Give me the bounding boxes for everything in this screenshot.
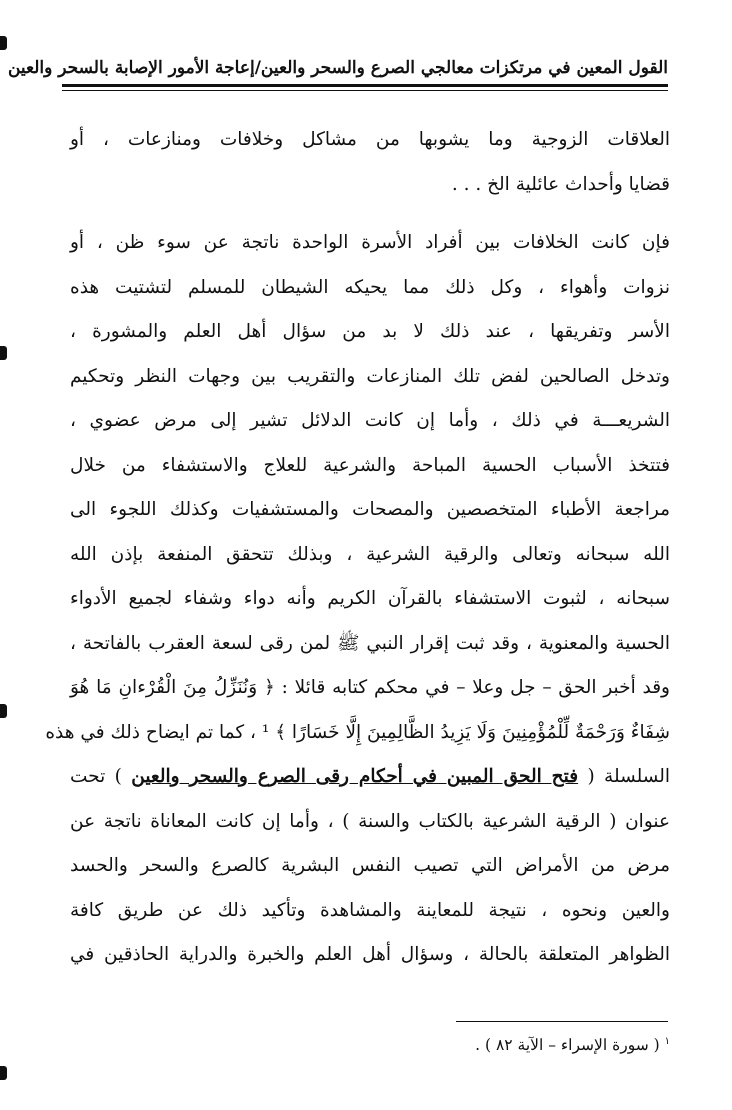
text-line: الشريعـــة في ذلك ، وأما إن كانت الدلائل تشير إلى مرض عضوي ، <box>70 410 670 431</box>
text-line: مرض من الأمراض التي تصيب النفس البشرية كالصرع والسحر والحسد <box>70 855 670 876</box>
paragraph-gap <box>70 207 670 221</box>
series-title: فتح الحق المبين في أحكام رقى الصرع والسحر والعين <box>131 766 579 787</box>
scan-edge-mark <box>0 36 7 50</box>
scan-edge-mark <box>0 1066 7 1080</box>
header-title: القول المعين في مرتكزات معالجي الصرع والسحر والعين/إعاجة الأمور الإصابة بالسحر والعين <box>7 58 668 78</box>
footnote-marker: ١ <box>664 1036 670 1047</box>
text-line: سبحانه ، لثبوت الاستشفاء بالقرآن الكريم وأنه دواء وشفاء لجميع الأدواء <box>70 588 670 609</box>
text-line: فتتخذ الأسباب الحسية المباحة والشرعية للعلاج والاستشفاء من خلال <box>70 454 670 476</box>
text-line: والعين ونحوه ، نتيجة للمعاينة والمشاهدة وتأكيد ذلك عن طريق كافة <box>70 899 670 921</box>
series-suffix: ) تحت <box>70 766 132 787</box>
text-line: العلاقات الزوجية وما يشوبها من مشاكل وخلافات ومنازعات ، أو <box>70 129 670 150</box>
running-header <box>7 56 668 80</box>
text-line: مراجعة الأطباء المتخصصين والمصحات والمستشفيات وكذلك اللجوء الى <box>70 499 670 520</box>
text-line: وتدخل الصالحين لفض تلك المنازعات والتقريب بين وجهات النظر وتحكيم <box>70 365 670 387</box>
quran-verse-line: شِفَاءٌ وَرَحْمَةٌ لِّلْمُؤْمِنِينَ وَلَا يَزِيدُ الظَّالِمِينَ إِلَّا خَسَارًا ﴾ ¹ ، كما تم ايضاح ذلك في هذه <box>45 721 670 743</box>
series-reference-line <box>70 755 670 800</box>
text-line: فإن كانت الخلافات بين أفراد الأسرة الواحدة ناتجة عن سوء ظن ، أو <box>70 232 670 253</box>
text-line: قضايا وأحداث عائلية الخ . . . <box>451 173 670 195</box>
footnote <box>300 1036 670 1054</box>
text-line: عنوان ( الرقية الشرعية بالكتاب والسنة ) ، وأما إن كانت المعاناة ناتجة عن <box>70 810 670 832</box>
text-line: الظواهر المتعلقة بالحالة ، وسؤال أهل العلم والخبرة والدراية الحاذقين في <box>70 944 670 965</box>
text-line: الحسية والمعنوية ، وقد ثبت إقرار النبي ﷺ لمن رقى لسعة العقرب بالفاتحة ، <box>70 632 670 654</box>
header-rule <box>62 84 668 87</box>
footnote-rule <box>456 1021 668 1022</box>
text-line: نزوات وأهواء ، وكل ذلك مما يحيكه الشيطان للمسلم لتشتيت هذه <box>70 276 670 298</box>
scan-edge-mark <box>0 704 7 718</box>
text-line: الله سبحانه وتعالى والرقية الشرعية ، وبذلك تتحقق المنفعة بإذن الله <box>70 543 670 565</box>
quran-verse-line: وقد أخبر الحق – جل وعلا – في محكم كتابه قائلا : ﴿ وَنُنَزِّلُ مِنَ الْقُرْءانِ مَا هُوَ <box>70 677 670 698</box>
series-prefix: السلسلة ( <box>578 766 670 787</box>
scan-edge-mark <box>0 346 7 360</box>
footnote-text: ( سورة الإسراء – الآية ٨٢ ) . <box>475 1036 660 1055</box>
header-rule <box>62 90 668 91</box>
text-line: الأسر وتفريقها ، عند ذلك لا بد من سؤال أهل العلم والمشورة ، <box>70 321 670 342</box>
body-text <box>45 118 670 978</box>
